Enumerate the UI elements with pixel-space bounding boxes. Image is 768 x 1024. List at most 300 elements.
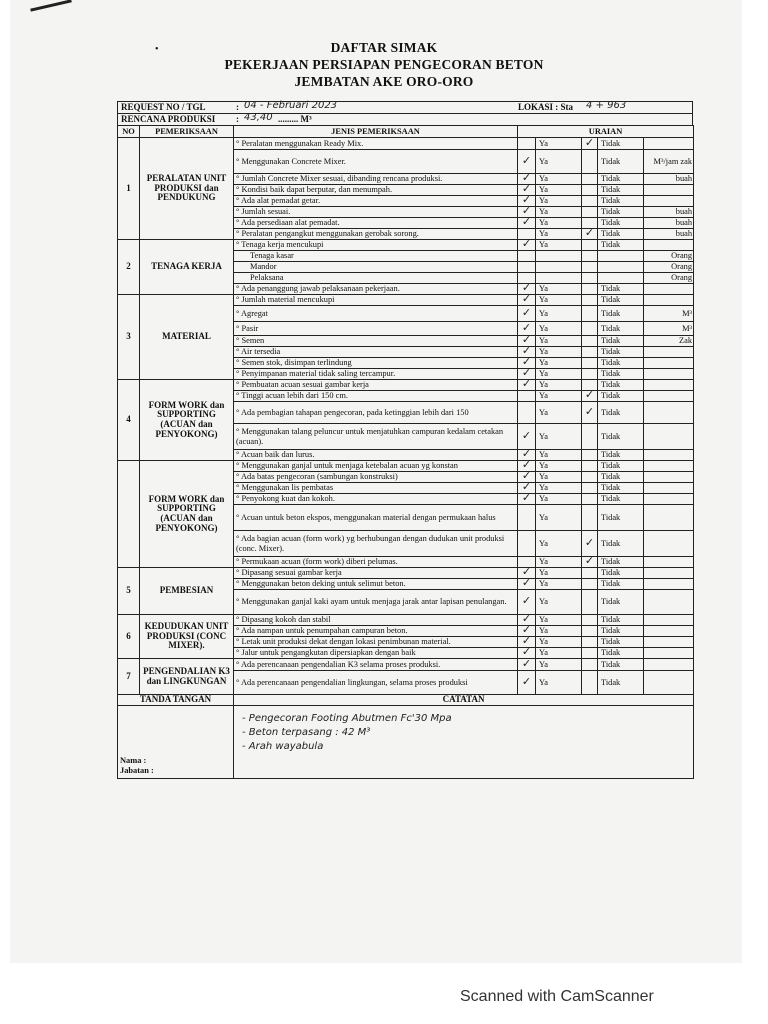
unit-cell: M³ <box>644 322 694 336</box>
check-ya-icon: ✓ <box>518 461 536 472</box>
check-tidak-icon <box>582 218 598 229</box>
option-tidak: Tidak <box>598 590 644 615</box>
check-ya-icon: ✓ <box>518 240 536 251</box>
option-ya: Ya <box>536 284 582 295</box>
check-tidak-icon <box>582 369 598 380</box>
table-row <box>118 380 694 391</box>
unit-cell <box>644 284 694 295</box>
item-text: ° Penyokong kuat dan kokoh. <box>234 494 518 505</box>
check-ya-icon: ✓ <box>518 322 536 336</box>
unit-cell <box>644 637 694 648</box>
unit-cell <box>644 185 694 196</box>
unit-cell <box>644 347 694 358</box>
check-tidak-icon: ✓ <box>582 402 598 424</box>
option-ya: Ya <box>536 306 582 322</box>
check-tidak-icon <box>582 648 598 659</box>
check-tidak-icon: ✓ <box>582 557 598 568</box>
item-text: ° Menggunakan Concrete Mixer. <box>234 150 518 174</box>
check-ya-icon: ✓ <box>518 347 536 358</box>
option-tidak: Tidak <box>598 659 644 671</box>
item-text: ° Ada pembagian tahapan pengecoran, pada ketinggian lebih dari 150 <box>234 402 518 424</box>
check-tidak-icon <box>582 262 598 273</box>
section-number <box>118 461 140 568</box>
check-ya-icon: ✓ <box>518 358 536 369</box>
option-ya: Ya <box>536 615 582 626</box>
unit-cell: buah <box>644 229 694 240</box>
section-number: 7 <box>118 659 140 695</box>
check-tidak-icon: ✓ <box>582 229 598 240</box>
check-tidak-icon <box>582 579 598 590</box>
option-ya: Ya <box>536 579 582 590</box>
section-name: PERALATAN UNIT PRODUKSI dan PENDUKUNG <box>140 138 234 240</box>
option-ya: Ya <box>536 174 582 185</box>
option-tidak: Tidak <box>598 424 644 450</box>
option-tidak: Tidak <box>598 306 644 322</box>
rencana-unit: ......... M³ <box>278 114 312 124</box>
option-ya: Ya <box>536 347 582 358</box>
item-text: ° Menggunakan lis pembatas <box>234 483 518 494</box>
option-tidak <box>598 251 644 262</box>
section-name: PENGENDALIAN K3 dan LINGKUNGAN <box>140 659 234 695</box>
check-tidak-icon: ✓ <box>582 138 598 150</box>
check-tidak-icon <box>582 306 598 322</box>
note-line: - Arah wayabula <box>242 740 324 752</box>
check-ya-icon: ✓ <box>518 483 536 494</box>
option-tidak: Tidak <box>598 196 644 207</box>
doc-project-name: JEMBATAN AKE ORO-ORO <box>294 74 474 89</box>
check-tidak-icon <box>582 174 598 185</box>
unit-cell <box>644 358 694 369</box>
col-header-jenis: JENIS PEMERIKSAAN <box>234 126 518 138</box>
option-ya: Ya <box>536 494 582 505</box>
item-text: ° Ada alat pemadat getar. <box>234 196 518 207</box>
checklist-table <box>117 125 694 779</box>
check-tidak-icon <box>582 273 598 284</box>
option-ya: Ya <box>536 483 582 494</box>
option-tidak: Tidak <box>598 483 644 494</box>
option-tidak: Tidak <box>598 531 644 557</box>
check-ya-icon: ✓ <box>518 207 536 218</box>
check-tidak-icon <box>582 494 598 505</box>
option-tidak: Tidak <box>598 218 644 229</box>
check-tidak-icon: ✓ <box>582 391 598 402</box>
item-text: ° Pasir <box>234 322 518 336</box>
item-text: ° Dipasang kokoh dan stabil <box>234 615 518 626</box>
check-tidak-icon <box>582 196 598 207</box>
item-text: ° Tenaga kerja mencukupi <box>234 240 518 251</box>
unit-cell <box>644 240 694 251</box>
nama-label: Nama : <box>120 756 147 766</box>
unit-cell <box>644 483 694 494</box>
section-name: KEDUDUKAN UNIT PRODUKSI (CONC MIXER). <box>140 615 234 659</box>
option-ya: Ya <box>536 150 582 174</box>
option-ya: Ya <box>536 207 582 218</box>
option-tidak: Tidak <box>598 505 644 531</box>
tanda-tangan-header: TANDA TANGAN <box>118 695 234 706</box>
unit-cell <box>644 648 694 659</box>
option-tidak: Tidak <box>598 358 644 369</box>
unit-cell <box>644 505 694 531</box>
item-text: ° Ada persediaan alat pemadat. <box>234 218 518 229</box>
catatan-header: CATATAN <box>234 695 694 706</box>
option-ya: Ya <box>536 671 582 695</box>
check-tidak-icon <box>582 568 598 579</box>
item-text: Mandor <box>234 262 518 273</box>
rencana-label: RENCANA PRODUKSI <box>121 114 216 124</box>
item-text: Pelaksana <box>234 273 518 284</box>
option-ya: Ya <box>536 424 582 450</box>
check-tidak-icon <box>582 424 598 450</box>
unit-cell <box>644 295 694 306</box>
option-ya: Ya <box>536 138 582 150</box>
unit-cell <box>644 671 694 695</box>
checklist-body <box>118 138 694 695</box>
check-tidak-icon <box>582 251 598 262</box>
check-ya-icon <box>518 251 536 262</box>
unit-cell <box>644 659 694 671</box>
unit-cell <box>644 196 694 207</box>
option-tidak <box>598 273 644 284</box>
check-ya-icon <box>518 391 536 402</box>
check-tidak-icon <box>582 380 598 391</box>
option-ya: Ya <box>536 369 582 380</box>
unit-cell: Orang <box>644 251 694 262</box>
option-ya: Ya <box>536 336 582 347</box>
table-row <box>118 295 694 306</box>
check-tidak-icon <box>582 240 598 251</box>
option-ya: Ya <box>536 196 582 207</box>
check-tidak-icon <box>582 150 598 174</box>
unit-cell <box>644 391 694 402</box>
unit-cell: Orang <box>644 273 694 284</box>
item-text: ° Air tersedia <box>234 347 518 358</box>
section-number: 6 <box>118 615 140 659</box>
unit-cell: buah <box>644 207 694 218</box>
item-text: ° Semen <box>234 336 518 347</box>
check-tidak-icon <box>582 336 598 347</box>
check-ya-icon: ✓ <box>518 196 536 207</box>
item-text: ° Agregat <box>234 306 518 322</box>
check-tidak-icon <box>582 505 598 531</box>
option-tidak: Tidak <box>598 185 644 196</box>
check-ya-icon: ✓ <box>518 336 536 347</box>
option-ya: Ya <box>536 648 582 659</box>
item-text: ° Ada perencanaan pengendalian K3 selama proses produksi. <box>234 659 518 671</box>
table-row <box>118 615 694 626</box>
check-ya-icon: ✓ <box>518 568 536 579</box>
option-ya: Ya <box>536 358 582 369</box>
check-tidak-icon <box>582 185 598 196</box>
check-tidak-icon <box>582 450 598 461</box>
check-ya-icon: ✓ <box>518 185 536 196</box>
check-ya-icon: ✓ <box>518 579 536 590</box>
doc-title: DAFTAR SIMAK <box>330 40 438 55</box>
check-ya-icon <box>518 505 536 531</box>
item-text: ° Pembuatan acuan sesuai gambar kerja <box>234 380 518 391</box>
rencana-value: 43,40 <box>244 112 273 123</box>
item-text: ° Jumlah sesuai. <box>234 207 518 218</box>
option-tidak: Tidak <box>598 284 644 295</box>
section-number: 4 <box>118 380 140 461</box>
unit-cell <box>644 472 694 483</box>
table-row <box>118 138 694 150</box>
table-header-row <box>118 126 694 138</box>
option-ya: Ya <box>536 637 582 648</box>
catatan-cell <box>234 705 694 778</box>
item-text: ° Jumlah material mencukupi <box>234 295 518 306</box>
unit-cell <box>644 615 694 626</box>
check-tidak-icon <box>582 615 598 626</box>
check-tidak-icon <box>582 295 598 306</box>
item-text: ° Menggunakan beton deking untuk selimut beton. <box>234 579 518 590</box>
option-ya: Ya <box>536 461 582 472</box>
option-tidak: Tidak <box>598 579 644 590</box>
section-name: FORM WORK dan SUPPORTING (ACUAN dan PENYOKONG) <box>140 380 234 461</box>
option-tidak: Tidak <box>598 568 644 579</box>
item-text: ° Penyimpanan material tidak saling tercampur. <box>234 369 518 380</box>
table-row <box>118 461 694 472</box>
option-ya: Ya <box>536 380 582 391</box>
item-text: ° Dipasang sesuai gambar kerja <box>234 568 518 579</box>
item-text: ° Ada batas pengecoran (sambungan konstruksi) <box>234 472 518 483</box>
option-ya <box>536 273 582 284</box>
lokasi-label: LOKASI : Sta <box>518 102 574 112</box>
unit-cell <box>644 402 694 424</box>
unit-cell <box>644 557 694 568</box>
unit-cell <box>644 579 694 590</box>
item-text: ° Jumlah Concrete Mixer sesuai, dibanding rencana produksi. <box>234 174 518 185</box>
option-tidak: Tidak <box>598 174 644 185</box>
check-tidak-icon <box>582 659 598 671</box>
option-tidak: Tidak <box>598 207 644 218</box>
section-name: FORM WORK dan SUPPORTING (ACUAN dan PENYOKONG) <box>140 461 234 568</box>
option-ya: Ya <box>536 391 582 402</box>
unit-cell <box>644 494 694 505</box>
col-header-uraian: URAIAN <box>518 126 694 138</box>
option-ya: Ya <box>536 185 582 196</box>
check-tidak-icon <box>582 637 598 648</box>
section-number: 3 <box>118 295 140 380</box>
option-tidak: Tidak <box>598 336 644 347</box>
jabatan-label: Jabatan : <box>120 766 154 775</box>
table-row <box>118 568 694 579</box>
item-text: ° Peralatan pengangkut menggunakan gerobak sorong. <box>234 229 518 240</box>
table-row <box>118 240 694 251</box>
option-tidak: Tidak <box>598 138 644 150</box>
section-name: PEMBESIAN <box>140 568 234 615</box>
option-tidak: Tidak <box>598 402 644 424</box>
option-tidak: Tidak <box>598 494 644 505</box>
check-ya-icon: ✓ <box>518 671 536 695</box>
item-text: ° Acuan baik dan lurus. <box>234 450 518 461</box>
option-tidak: Tidak <box>598 240 644 251</box>
item-text: ° Tinggi acuan lebih dari 150 cm. <box>234 391 518 402</box>
option-ya: Ya <box>536 322 582 336</box>
section-name: TENAGA KERJA <box>140 240 234 295</box>
item-text: ° Kondisi baik dapat berputar, dan menumpah. <box>234 185 518 196</box>
option-tidak: Tidak <box>598 369 644 380</box>
option-ya: Ya <box>536 402 582 424</box>
footer-header-row <box>118 695 694 706</box>
unit-cell <box>644 369 694 380</box>
item-text: ° Peralatan menggunakan Ready Mix. <box>234 138 518 150</box>
item-text: ° Semen stok, disimpan terlindung <box>234 358 518 369</box>
option-tidak: Tidak <box>598 472 644 483</box>
section-name: MATERIAL <box>140 295 234 380</box>
unit-cell: M³/jam zak <box>644 150 694 174</box>
unit-cell: Zak <box>644 336 694 347</box>
item-text: ° Menggunakan talang peluncur untuk menjatuhkan campuran kedalam cetakan (acuan). <box>234 424 518 450</box>
option-ya: Ya <box>536 557 582 568</box>
check-tidak-icon <box>582 483 598 494</box>
check-ya-icon: ✓ <box>518 306 536 322</box>
check-ya-icon: ✓ <box>518 284 536 295</box>
option-tidak: Tidak <box>598 347 644 358</box>
check-ya-icon: ✓ <box>518 174 536 185</box>
check-ya-icon: ✓ <box>518 648 536 659</box>
option-ya <box>536 262 582 273</box>
request-row <box>117 101 693 113</box>
check-tidak-icon <box>582 322 598 336</box>
option-ya: Ya <box>536 626 582 637</box>
unit-cell <box>644 590 694 615</box>
item-text: ° Jalur untuk pengangkutan dipersiapkan dengan baik <box>234 648 518 659</box>
table-row <box>118 659 694 671</box>
unit-cell: buah <box>644 218 694 229</box>
check-tidak-icon <box>582 461 598 472</box>
item-text: ° Ada bagian acuan (form work) yg berhubungan dengan dudukan unit produksi (conc. Mixer). <box>234 531 518 557</box>
option-ya: Ya <box>536 218 582 229</box>
unit-cell <box>644 461 694 472</box>
check-ya-icon: ✓ <box>518 472 536 483</box>
option-ya: Ya <box>536 659 582 671</box>
check-ya-icon: ✓ <box>518 380 536 391</box>
check-tidak-icon <box>582 590 598 615</box>
item-text: Tenaga kasar <box>234 251 518 262</box>
section-number: 1 <box>118 138 140 240</box>
check-ya-icon: ✓ <box>518 626 536 637</box>
option-tidak: Tidak <box>598 322 644 336</box>
option-ya: Ya <box>536 240 582 251</box>
item-text: ° Letak unit produksi dekat dengan lokasi penimbunan material. <box>234 637 518 648</box>
check-ya-icon: ✓ <box>518 424 536 450</box>
unit-cell <box>644 424 694 450</box>
check-ya-icon: ✓ <box>518 218 536 229</box>
option-ya: Ya <box>536 450 582 461</box>
unit-cell: M³ <box>644 306 694 322</box>
check-ya-icon: ✓ <box>518 615 536 626</box>
option-tidak: Tidak <box>598 295 644 306</box>
option-tidak: Tidak <box>598 461 644 472</box>
col-header-no: NO <box>118 126 140 138</box>
note-line: - Pengecoran Footing Abutmen Fc'30 Mpa <box>242 712 452 724</box>
check-tidak-icon <box>582 358 598 369</box>
unit-cell <box>644 531 694 557</box>
option-tidak: Tidak <box>598 648 644 659</box>
footer-body <box>118 695 694 779</box>
item-text: ° Permukaan acuan (form work) diberi pelumas. <box>234 557 518 568</box>
item-text: ° Ada perencanaan pengendalian lingkungan, selama proses produksi <box>234 671 518 695</box>
doc-subtitle: PEKERJAAN PERSIAPAN PENGECORAN BETON <box>224 57 544 72</box>
option-tidak: Tidak <box>598 391 644 402</box>
option-tidak: Tidak <box>598 150 644 174</box>
unit-cell <box>644 568 694 579</box>
rencana-colon: : <box>236 114 239 124</box>
unit-cell: buah <box>644 174 694 185</box>
section-number: 5 <box>118 568 140 615</box>
check-ya-icon <box>518 229 536 240</box>
item-text: ° Acuan untuk beton ekspos, menggunakan material dengan permukaan halus <box>234 505 518 531</box>
option-ya: Ya <box>536 531 582 557</box>
request-value: 04 - Februari 2023 <box>244 100 338 111</box>
check-tidak-icon <box>582 472 598 483</box>
unit-cell <box>644 626 694 637</box>
section-number: 2 <box>118 240 140 295</box>
option-tidak: Tidak <box>598 615 644 626</box>
rencana-row <box>117 113 693 125</box>
option-tidak: Tidak <box>598 380 644 391</box>
check-ya-icon: ✓ <box>518 150 536 174</box>
check-ya-icon <box>518 273 536 284</box>
option-tidak: Tidak <box>598 450 644 461</box>
check-tidak-icon <box>582 671 598 695</box>
request-colon: : <box>236 102 239 112</box>
check-ya-icon: ✓ <box>518 637 536 648</box>
item-text: ° Ada nampan untuk penumpahan campuran beton. <box>234 626 518 637</box>
option-tidak: Tidak <box>598 671 644 695</box>
check-ya-icon: ✓ <box>518 369 536 380</box>
ink-dot: • <box>155 44 159 55</box>
check-ya-icon <box>518 557 536 568</box>
check-ya-icon: ✓ <box>518 590 536 615</box>
option-tidak <box>598 262 644 273</box>
option-tidak: Tidak <box>598 557 644 568</box>
check-tidak-icon <box>582 347 598 358</box>
option-ya: Ya <box>536 229 582 240</box>
option-ya: Ya <box>536 472 582 483</box>
check-ya-icon <box>518 262 536 273</box>
unit-cell <box>644 450 694 461</box>
footer-content-row <box>118 705 694 778</box>
check-ya-icon <box>518 138 536 150</box>
item-text: ° Menggunakan ganjal kaki ayam untuk menjaga jarak antar lapisan penulangan. <box>234 590 518 615</box>
col-header-pemeriksaan: PEMERIKSAAN <box>140 126 234 138</box>
option-ya: Ya <box>536 568 582 579</box>
check-ya-icon <box>518 531 536 557</box>
option-tidak: Tidak <box>598 229 644 240</box>
unit-cell: Orang <box>644 262 694 273</box>
option-tidak: Tidak <box>598 626 644 637</box>
check-ya-icon: ✓ <box>518 494 536 505</box>
check-ya-icon: ✓ <box>518 659 536 671</box>
check-ya-icon <box>518 402 536 424</box>
option-ya: Ya <box>536 590 582 615</box>
option-ya: Ya <box>536 505 582 531</box>
item-text: ° Menggunakan ganjal untuk menjaga ketebalan acuan yg konstan <box>234 461 518 472</box>
unit-cell <box>644 138 694 150</box>
check-ya-icon: ✓ <box>518 295 536 306</box>
option-tidak: Tidak <box>598 637 644 648</box>
check-tidak-icon <box>582 626 598 637</box>
note-line: - Beton terpasang : 42 M³ <box>242 726 371 738</box>
unit-cell <box>644 380 694 391</box>
request-label: REQUEST NO / TGL <box>121 102 206 112</box>
option-ya <box>536 251 582 262</box>
check-ya-icon: ✓ <box>518 450 536 461</box>
signature-cell <box>118 705 234 778</box>
camscanner-watermark: Scanned with CamScanner <box>460 988 654 1005</box>
check-tidak-icon: ✓ <box>582 531 598 557</box>
